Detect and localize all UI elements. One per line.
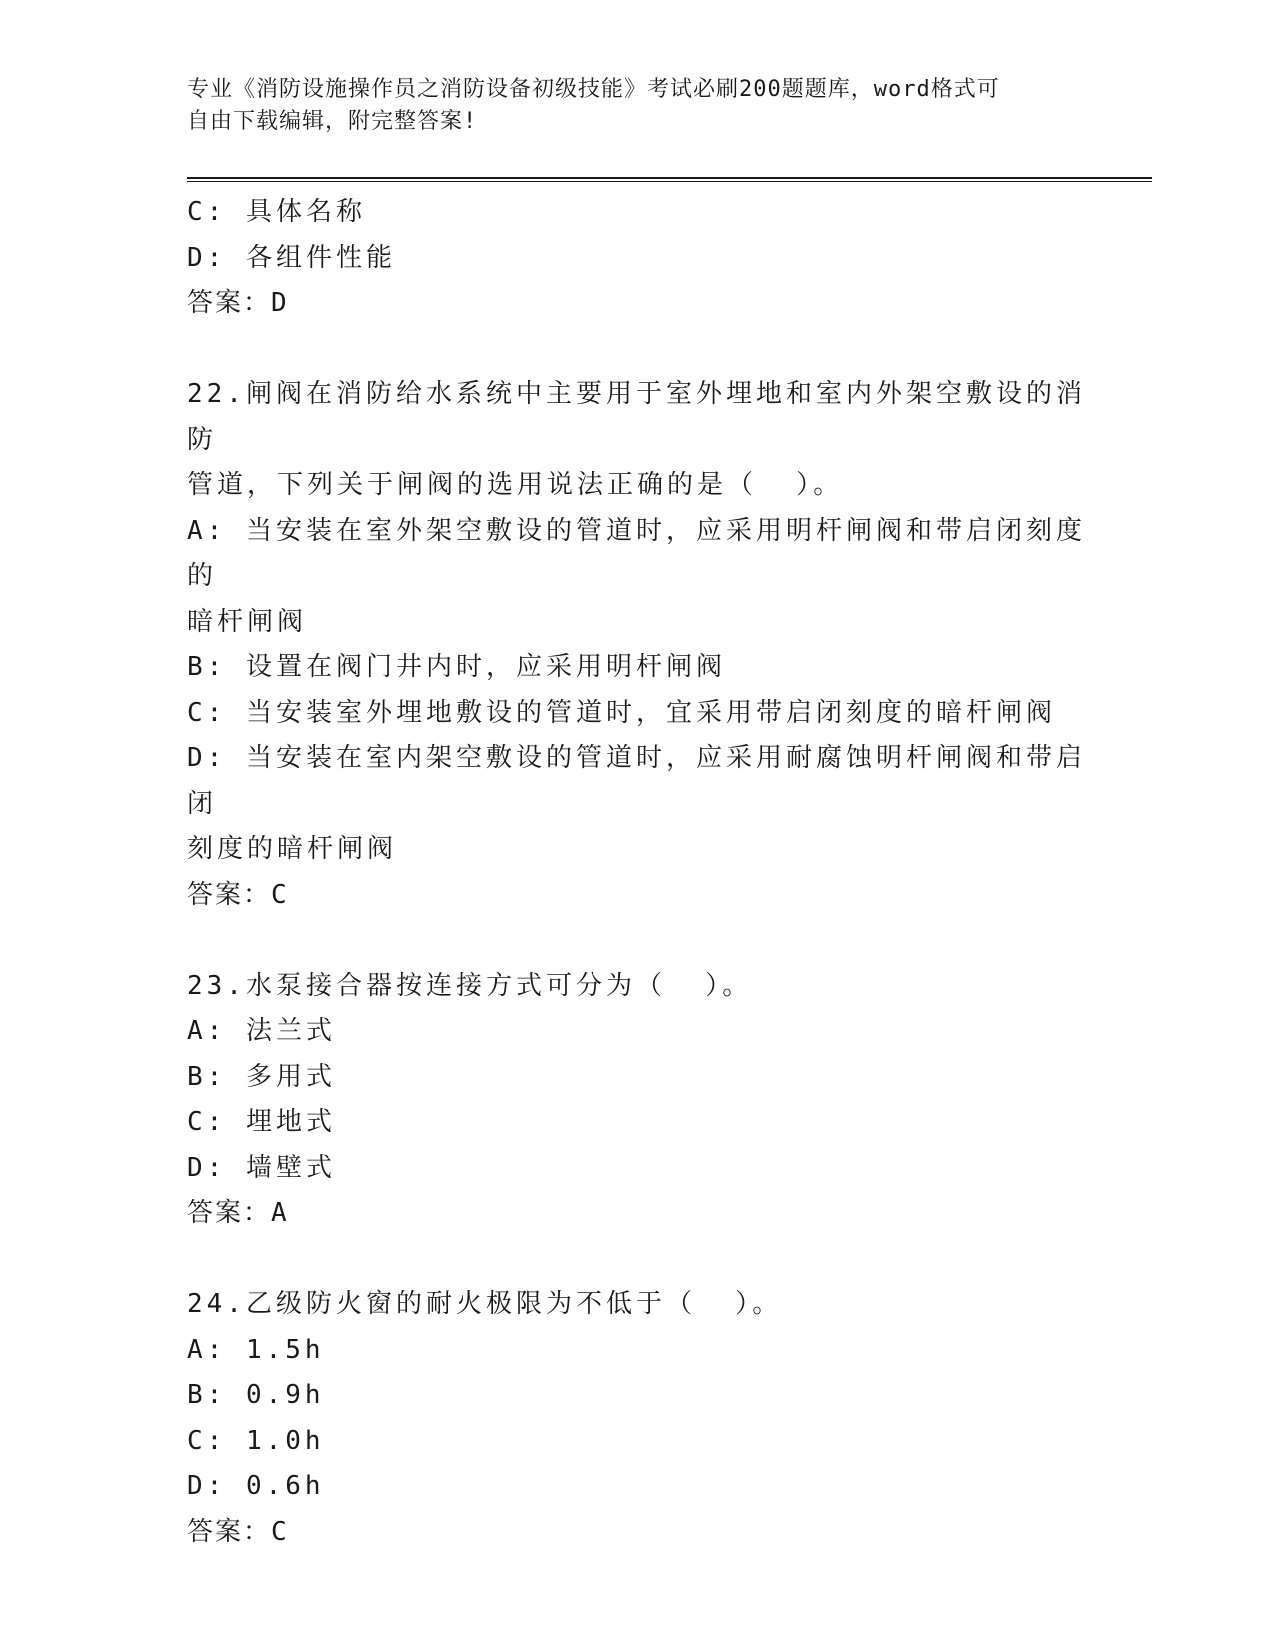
option-a: A: 法兰式 bbox=[187, 1016, 336, 1046]
answer-label: 答案： bbox=[187, 288, 272, 318]
answer-value: C bbox=[271, 879, 289, 910]
page-header bbox=[187, 74, 1067, 138]
header-title-line-1: 专业《消防设施操作员之消防设备初级技能》考试必刷200题题库，word格式可 bbox=[187, 77, 1000, 102]
question-stem: 24.乙级防火窗的耐火极限为不低于（ ）。 bbox=[187, 1289, 783, 1319]
answer-value: A bbox=[271, 1198, 289, 1228]
question-stem-line-1: 22.闸阀在消防给水系统中主要用于室外埋地和室内外架空敷设的消防 bbox=[187, 379, 1086, 455]
question-stem: 23.水泵接合器按连接方式可分为（ ）。 bbox=[187, 970, 753, 1001]
answer-line bbox=[187, 873, 1087, 919]
option-b: B: 多用式 bbox=[187, 1061, 336, 1092]
answer-line bbox=[187, 1191, 1087, 1237]
option-c: C: 具体名称 bbox=[187, 197, 366, 227]
option-d: D: 各组件性能 bbox=[187, 242, 396, 273]
answer-value: D bbox=[271, 288, 289, 318]
spacer bbox=[187, 1237, 1087, 1283]
answer-line bbox=[187, 1510, 1087, 1556]
answer-line bbox=[187, 281, 1087, 327]
option-c: C: 1.0h bbox=[187, 1425, 325, 1456]
question-21-fragment bbox=[187, 190, 1087, 327]
question-24 bbox=[187, 1282, 1087, 1555]
header-title-line-2: 自由下载编辑，附完整答案! bbox=[187, 109, 478, 134]
header-divider bbox=[187, 177, 1152, 182]
option-a-line-2: 暗杆闸阀 bbox=[187, 606, 308, 637]
spacer bbox=[187, 327, 1087, 373]
spacer bbox=[187, 918, 1087, 964]
question-content bbox=[187, 190, 1087, 1555]
option-d: D: 0.6h bbox=[187, 1471, 325, 1501]
option-b: B: 0.9h bbox=[187, 1380, 325, 1410]
answer-value: C bbox=[271, 1516, 289, 1547]
question-23 bbox=[187, 964, 1087, 1237]
answer-label: 答案： bbox=[187, 1516, 272, 1547]
option-c: C: 当安装室外埋地敷设的管道时，宜采用带启闭刻度的暗杆闸阀 bbox=[187, 697, 1056, 728]
question-22 bbox=[187, 372, 1087, 918]
question-stem-line-2: 管道，下列关于闸阀的选用说法正确的是（ ）。 bbox=[187, 470, 844, 500]
answer-label: 答案： bbox=[187, 879, 272, 910]
option-d-line-1: D: 当安装在室内架空敷设的管道时，应采用耐腐蚀明杆闸阀和带启闭 bbox=[187, 743, 1086, 819]
option-a-line-1: A: 当安装在室外架空敷设的管道时，应采用明杆闸阀和带启闭刻度的 bbox=[187, 515, 1086, 591]
option-d: D: 墙壁式 bbox=[187, 1152, 336, 1183]
option-c: C: 埋地式 bbox=[187, 1107, 336, 1137]
option-a: A: 1.5h bbox=[187, 1334, 325, 1365]
option-d-line-2: 刻度的暗杆闸阀 bbox=[187, 834, 398, 864]
option-b: B: 设置在阀门井内时，应采用明杆闸阀 bbox=[187, 652, 726, 682]
answer-label: 答案： bbox=[187, 1198, 272, 1228]
